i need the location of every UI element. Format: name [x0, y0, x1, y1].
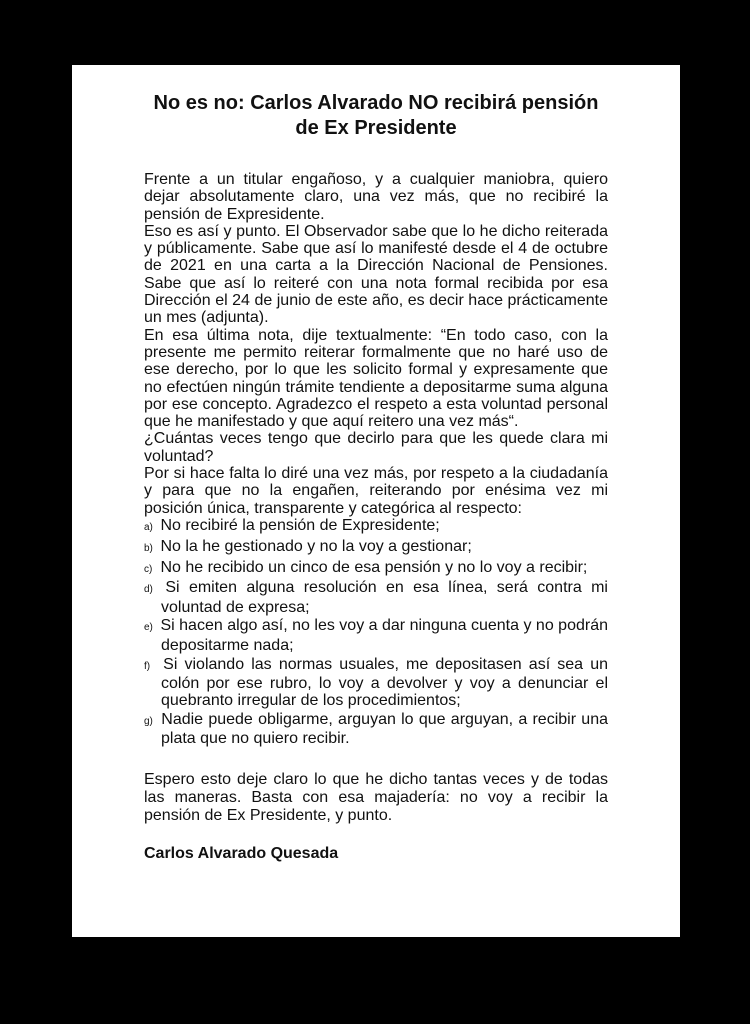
- closing-paragraph: Espero esto deje claro lo que he dicho tantas veces y de todas las maneras. Basta con esa majadería: no voy a recibir la pensión de Ex Presidente, y punto.: [144, 771, 608, 824]
- section-spacer: [144, 749, 608, 771]
- list-item-text: No he recibido un cinco de esa pensión y no lo voy a recibir;: [160, 558, 588, 576]
- paragraph-intro: Frente a un titular engañoso, y a cualquier maniobra, quiero dejar absolutamente claro, una vez más, que no recibiré la pensión de Expresidente.: [144, 171, 608, 223]
- list-marker: c): [144, 563, 153, 575]
- list-marker: e): [144, 622, 153, 634]
- list-item: [144, 517, 608, 536]
- list-item: [144, 559, 608, 578]
- list-item: [144, 656, 608, 710]
- list-marker: b): [144, 542, 153, 554]
- list-item-text: Si violando las normas usuales, me depositasen así sea un colón por ese rubro, lo voy a devolver y voy a denunciar el quebranto irregular de los procedimientos;: [161, 655, 609, 710]
- list-marker: d): [144, 584, 153, 596]
- list-item-text: No la he gestionado y no la voy a gestionar;: [160, 537, 472, 555]
- paragraph-position: Por si hace falta lo diré una vez más, por respeto a la ciudadanía y para que no la engañen, reiterando por enésima vez mi posición única, transparente y categórica al respecto:: [144, 465, 608, 517]
- paragraph-question: ¿Cuántas veces tengo que decirlo para que les quede clara mi voluntad?: [144, 430, 608, 465]
- list-marker: a): [144, 521, 153, 533]
- list-marker: g): [144, 715, 153, 727]
- list-marker: f): [144, 660, 151, 672]
- document-page: [72, 65, 680, 937]
- signature: Carlos Alvarado Quesada: [144, 845, 339, 862]
- list-item: [144, 538, 608, 557]
- title-line-2: de Ex Presidente: [295, 117, 457, 139]
- list-item-text: Nadie puede obligarme, arguyan lo que arguyan, a recibir una plata que no quiero recibir.: [161, 710, 608, 748]
- list-item-text: Si emiten alguna resolución en esa línea, será contra mi voluntad de expresa;: [161, 579, 608, 616]
- document-title: [144, 91, 608, 141]
- list-item: [144, 579, 608, 616]
- list-item: [144, 711, 608, 748]
- title-line-1: No es no: Carlos Alvarado NO recibirá pensión: [153, 92, 599, 114]
- body-text: [144, 171, 608, 748]
- list-item-text: Si hacen algo así, no les voy a dar ninguna cuenta y no podrán depositarme nada;: [160, 617, 609, 654]
- list-item-text: No recibiré la pensión de Expresidente;: [160, 516, 440, 534]
- paragraph-observador: Eso es así y punto. El Observador sabe que lo he dicho reiterada y públicamente. Sabe que así lo manifesté desde el 4 de octubre de 2021 en una carta a la Dirección Nacional de Pensiones. Sabe que así lo reiteré con una nota formal recibida por esa Dirección el 24 de junio de este año, es decir hace prácticamente un mes (adjunta).: [144, 222, 608, 327]
- list-item: [144, 617, 608, 654]
- position-list: [144, 517, 608, 748]
- paragraph-quote: En esa última nota, dije textualmente: “En todo caso, con la presente me permito reiterar formalmente que no haré uso de ese derecho, por lo que les solicito formal y expresamente que no efectúen ningún trámite tendiente a depositarme suma alguna por ese concepto. Agradezco el respeto a esta voluntad personal que he manifestado y que aquí reitero una vez más“.: [144, 326, 608, 431]
